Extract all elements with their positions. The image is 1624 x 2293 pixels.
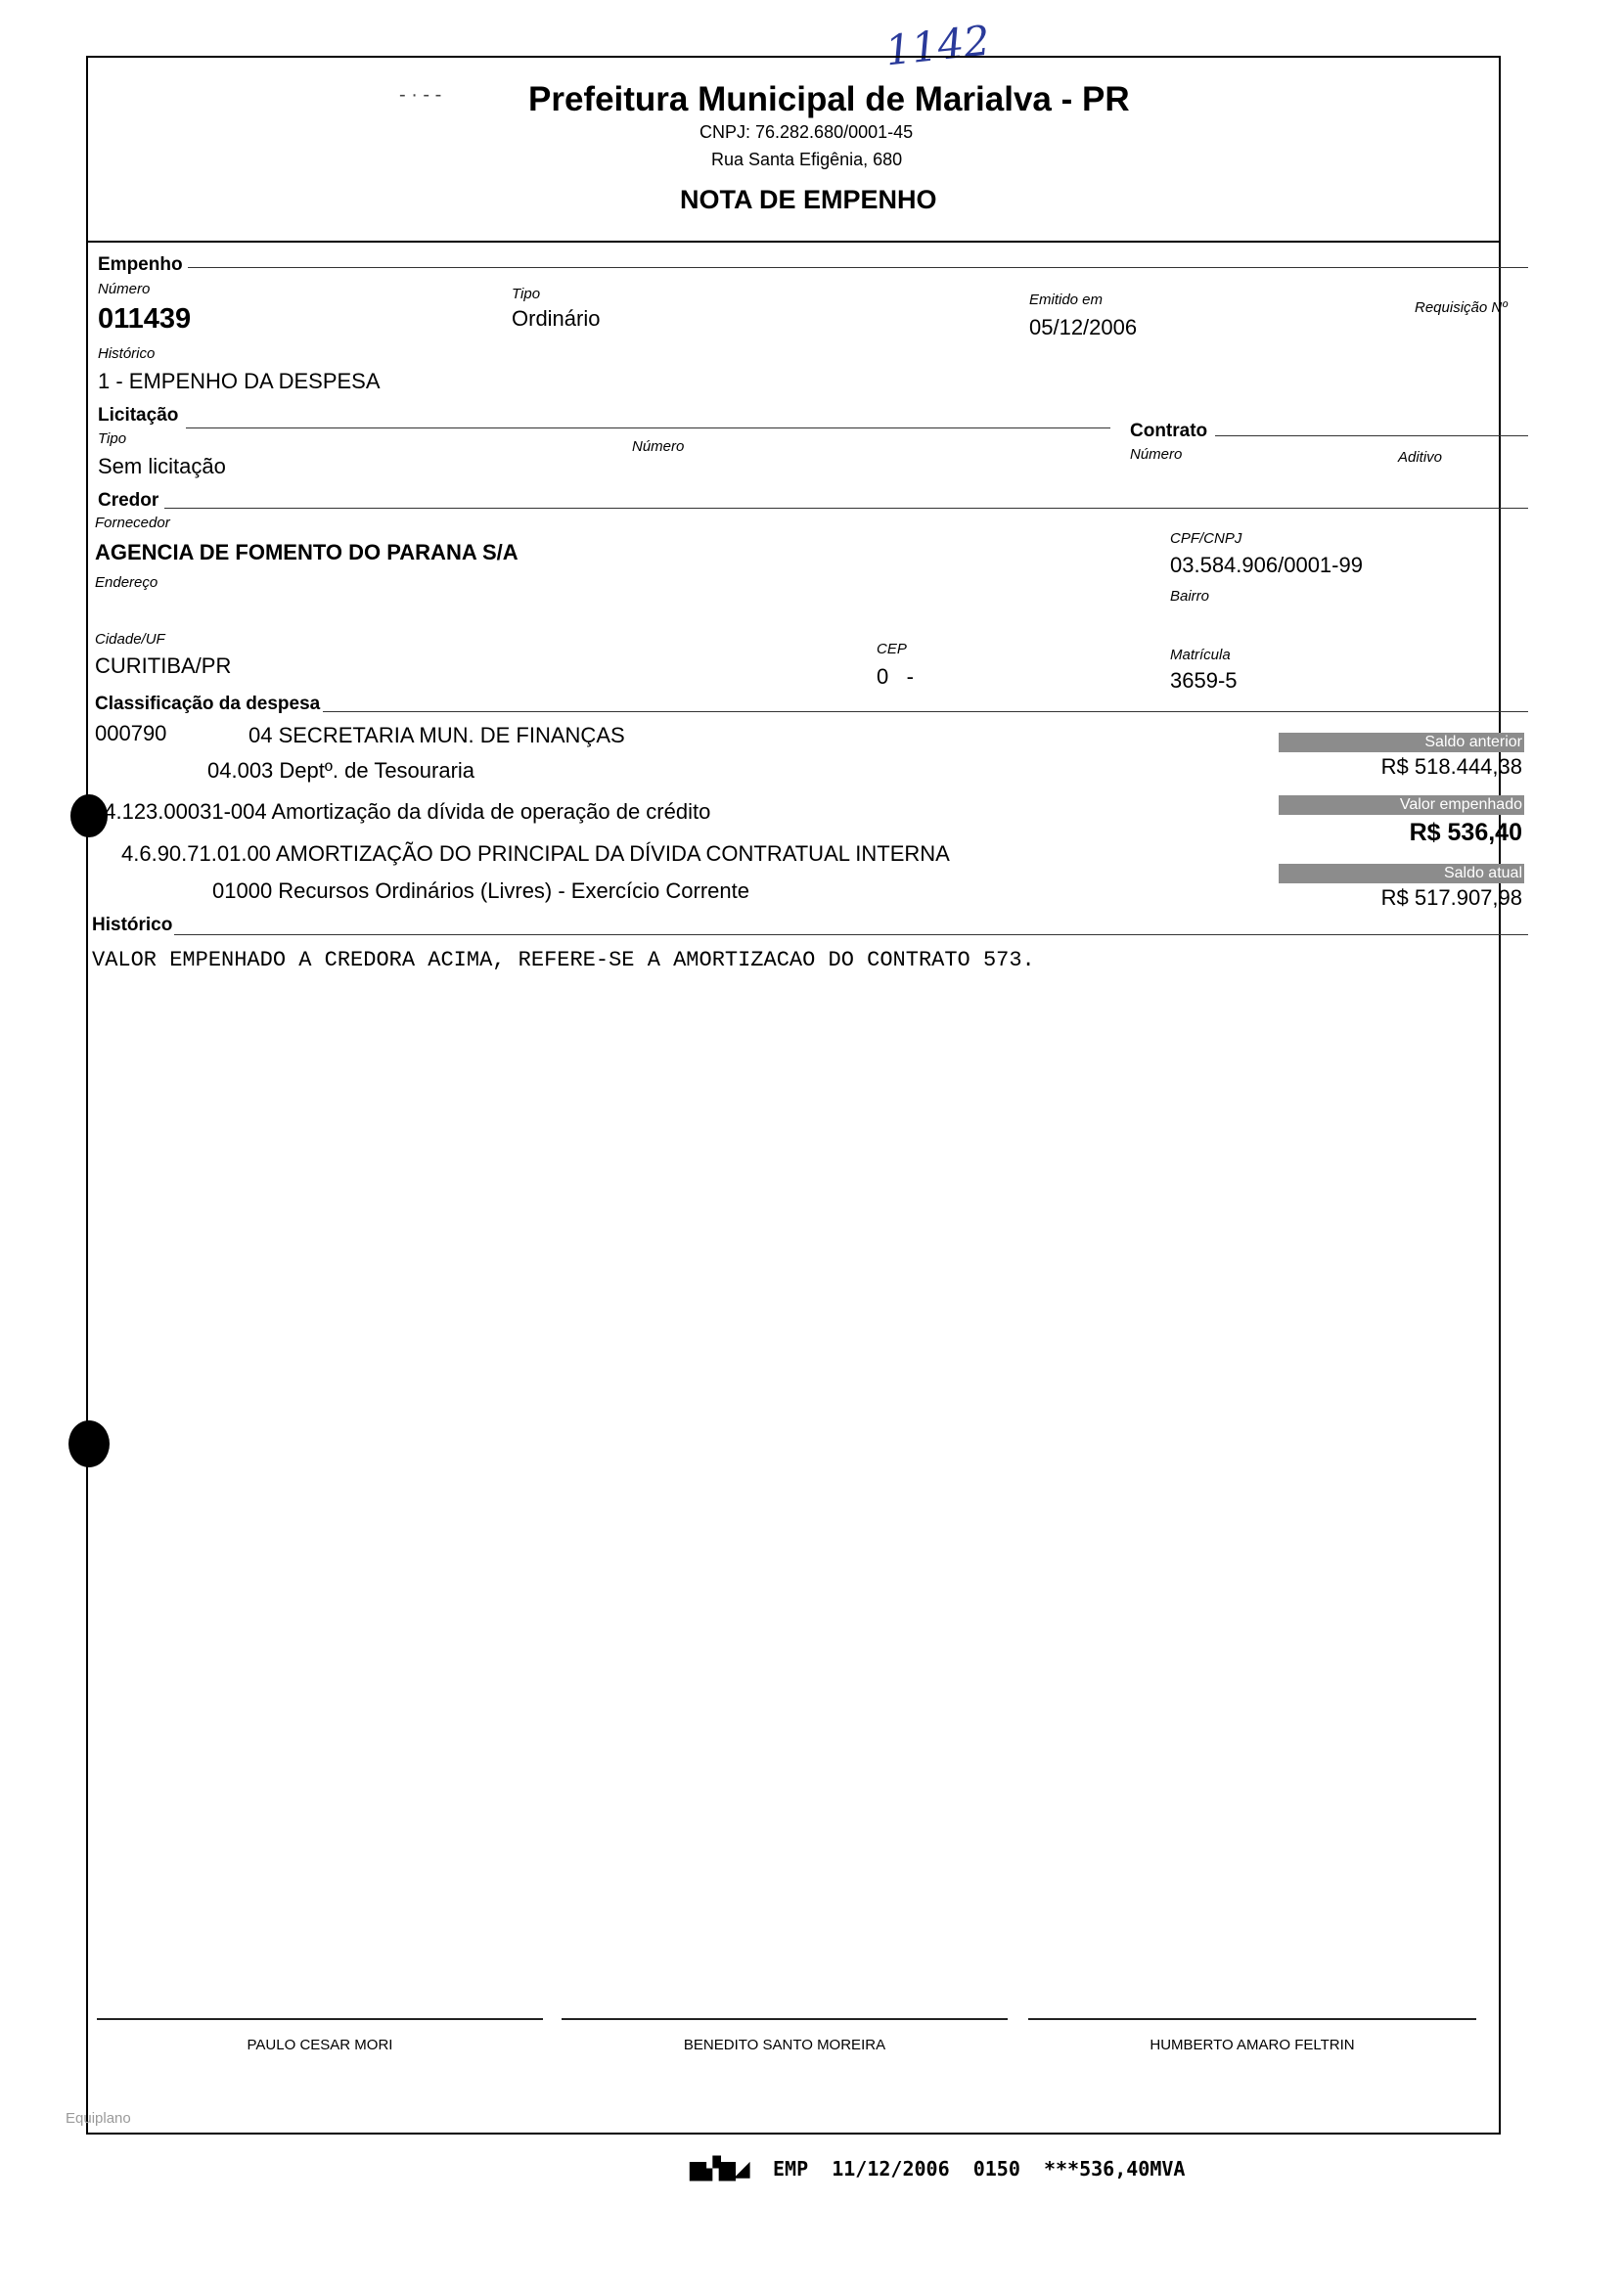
header-decoration: ‐ · ‐ ‐ [399, 84, 442, 106]
emitido-em-label: Emitido em [1029, 292, 1104, 308]
footer-brand: Equiplano [66, 2110, 131, 2127]
fornecedor-name: AGENCIA DE FOMENTO DO PARANA S/A [95, 540, 519, 564]
signature-line-3 [1028, 2018, 1476, 2020]
classificacao-elemento: 4.6.90.71.01.00 AMORTIZAÇÃO DO PRINCIPAL DA DÍVIDA CONTRATUAL INTERNA [121, 841, 950, 866]
document-title: NOTA DE EMPENHO [680, 185, 937, 214]
credor-section-rule [164, 508, 1528, 509]
cidade-uf-label: Cidade/UF [95, 631, 165, 648]
matricula-label: Matrícula [1170, 647, 1231, 663]
saldo-atual-value: R$ 517.907,98 [1380, 885, 1522, 910]
contrato-section-title: Contrato [1130, 421, 1208, 441]
classificacao-unidade: 04.003 Deptº. de Tesouraria [207, 758, 475, 783]
bairro-label: Bairro [1170, 588, 1210, 605]
licitacao-numero-label: Número [632, 438, 685, 455]
classificacao-recurso: 01000 Recursos Ordinários (Livres) - Exercício Corrente [212, 878, 749, 903]
saldo-anterior-label: Saldo anterior [1424, 734, 1522, 750]
empenho-historico: 1 - EMPENHO DA DESPESA [98, 369, 381, 393]
valor-empenhado-label: Valor empenhado [1399, 796, 1522, 813]
empenho-section-title: Empenho [98, 254, 183, 275]
saldo-atual-label: Saldo atual [1443, 865, 1522, 881]
valor-empenhado-bar [1279, 795, 1524, 815]
licitacao-tipo-label: Tipo [98, 430, 127, 447]
cidade-uf-value: CURITIBA/PR [95, 653, 232, 678]
historico-text: VALOR EMPENHADO A CREDORA ACIMA, REFERE-SE A AMORTIZACAO DO CONTRATO 573. [92, 948, 1035, 972]
org-address: Rua Santa Efigênia, 680 [711, 150, 903, 169]
bottom-stamp: EMP 11/12/2006 0150 ***536,40MVA [773, 2157, 1186, 2181]
endereco-label: Endereço [95, 574, 158, 591]
cpf-cnpj-value: 03.584.906/0001-99 [1170, 553, 1363, 577]
empenho-tipo-label: Tipo [512, 286, 541, 302]
valor-empenhado-value: R$ 536,40 [1409, 819, 1522, 846]
contrato-numero-label: Número [1130, 446, 1183, 463]
saldo-anterior-value: R$ 518.444,38 [1380, 754, 1522, 779]
licitacao-section-rule [186, 427, 1110, 428]
org-name: Prefeitura Municipal de Marialva - PR [528, 80, 1130, 118]
historico-section-title: Histórico [92, 915, 173, 935]
cep-value: 0 - [877, 664, 914, 689]
licitacao-section-title: Licitação [98, 405, 179, 426]
licitacao-tipo: Sem licitação [98, 454, 226, 478]
classificacao-section-title: Classificação da despesa [95, 694, 321, 714]
signature-name-1: PAULO CESAR MORI [247, 2037, 393, 2053]
document-frame [86, 56, 1501, 2135]
empenho-historico-label: Histórico [98, 345, 156, 362]
signature-name-2: BENEDITO SANTO MOREIRA [683, 2037, 886, 2053]
signature-name-3: HUMBERTO AMARO FELTRIN [1150, 2037, 1355, 2053]
signature-line-1 [97, 2018, 543, 2020]
stamp-mark-icon: ▆▞▆◢ [690, 2156, 748, 2181]
classificacao-section-rule [323, 711, 1528, 712]
historico-section-rule [174, 934, 1528, 935]
cpf-cnpj-label: CPF/CNPJ [1170, 530, 1242, 547]
saldo-anterior-bar [1279, 733, 1524, 752]
contrato-aditivo-label: Aditivo [1398, 449, 1443, 466]
contrato-section-rule [1215, 435, 1528, 436]
empenho-numero: 011439 [98, 303, 192, 335]
cep-label: CEP [877, 641, 907, 657]
empenho-section-rule [188, 267, 1528, 268]
credor-section-title: Credor [98, 490, 159, 511]
emitido-em-date: 05/12/2006 [1029, 315, 1138, 339]
handwritten-page-number: 1142 [882, 16, 993, 75]
classificacao-code: 000790 [95, 721, 167, 745]
header-divider [86, 241, 1501, 243]
empenho-tipo: Ordinário [512, 306, 601, 331]
requisicao-label: Requisição Nº [1415, 299, 1508, 316]
org-cnpj: CNPJ: 76.282.680/0001-45 [699, 122, 914, 142]
classificacao-funcional: 04.123.00031-004 Amortização da dívida de operação de crédito [92, 799, 711, 824]
saldo-atual-bar [1279, 864, 1524, 883]
matricula-value: 3659-5 [1170, 668, 1238, 693]
signature-line-2 [562, 2018, 1008, 2020]
classificacao-orgao: 04 SECRETARIA MUN. DE FINANÇAS [248, 723, 625, 747]
empenho-numero-label: Número [98, 281, 151, 297]
fornecedor-label: Fornecedor [95, 515, 170, 531]
